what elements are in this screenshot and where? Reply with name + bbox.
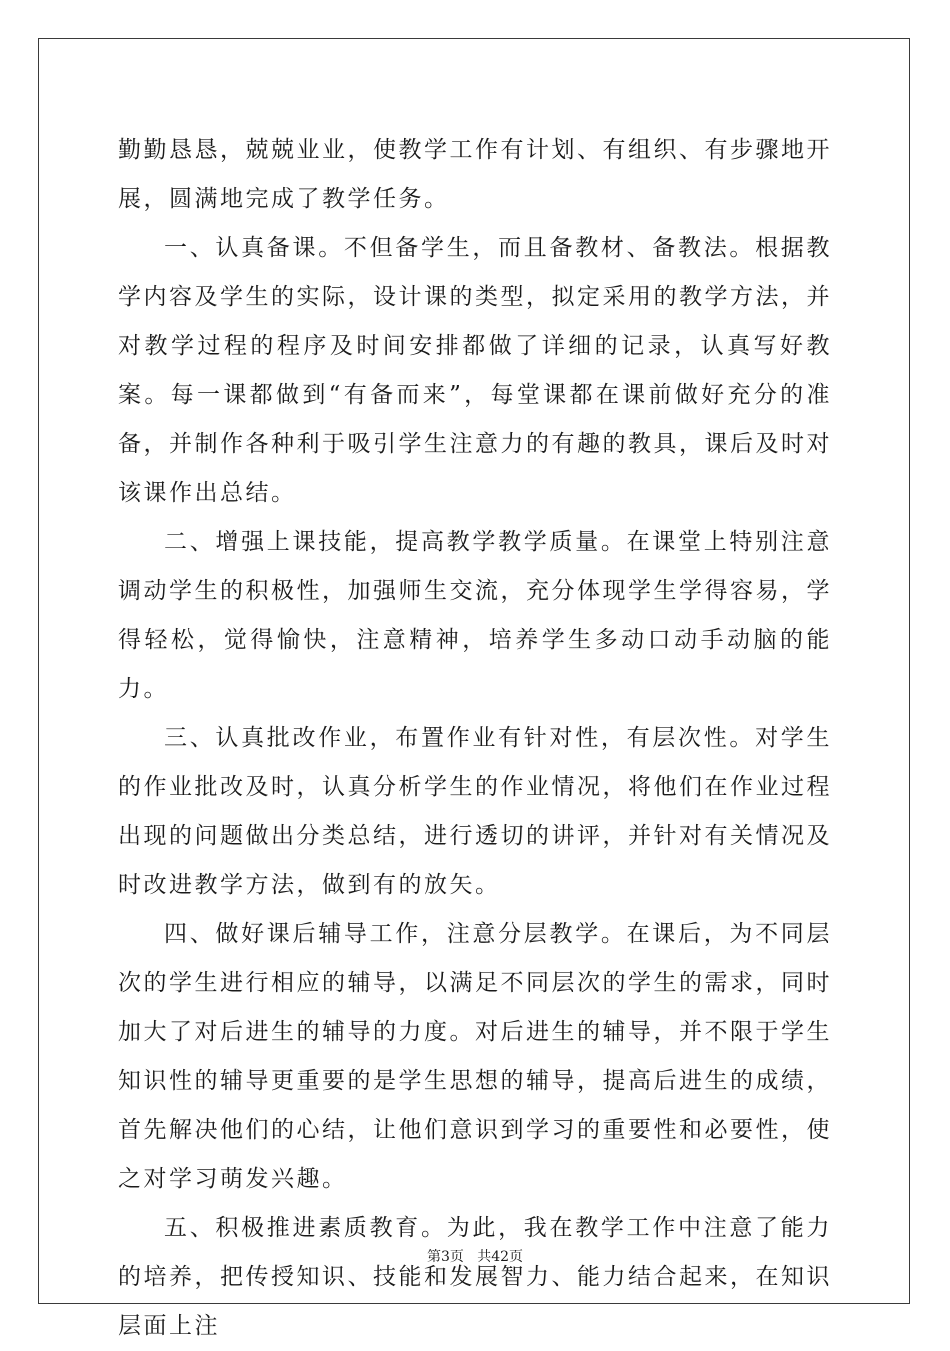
page-number-footer: 第3页 共42页 [426, 1249, 524, 1265]
document-body [118, 126, 832, 1351]
paragraph-2: 一、认真备课。不但备学生，而且备教材、备教法。根据教学内容及学生的实际，设计课的类型，拟定采用的教学方法，并对教学过程的程序及时间安排都做了详细的记录，认真写好教案。每一课都做到“有备而来”，每堂课都在课前做好充分的准备，并制作各种利于吸引学生注意力的有趣的教具，课后及时对该课作出总结。 [118, 235, 832, 506]
paragraph-3: 二、增强上课技能，提高教学教学质量。在课堂上特别注意调动学生的积极性，加强师生交流，充分体现学生学得容易，学得轻松，觉得愉快，注意精神，培养学生多动口动手动脑的能力。 [118, 529, 832, 702]
paragraph-1: 勤勤恳恳，兢兢业业，使教学工作有计划、有组织、有步骤地开展，圆满地完成了教学任务。 [118, 137, 832, 212]
paragraph-5: 四、做好课后辅导工作，注意分层教学。在课后，为不同层次的学生进行相应的辅导，以满足不同层次的学生的需求，同时加大了对后进生的辅导的力度。对后进生的辅导，并不限于学生知识性的辅导更重要的是学生思想的辅导，提高后进生的成绩，首先解决他们的心结，让他们意识到学习的重要性和必要性，使之对学习萌发兴趣。 [118, 921, 832, 1192]
paragraph-4: 三、认真批改作业，布置作业有针对性，有层次性。对学生的作业批改及时，认真分析学生的作业情况，将他们在作业过程出现的问题做出分类总结，进行透切的讲评，并针对有关情况及时改进教学方法，做到有的放矢。 [118, 725, 832, 898]
paragraph-6: 五、积极推进素质教育。为此，我在教学工作中注意了能力的培养，把传授知识、技能和发展智力、能力结合起来，在知识层面上注 [118, 1215, 832, 1339]
